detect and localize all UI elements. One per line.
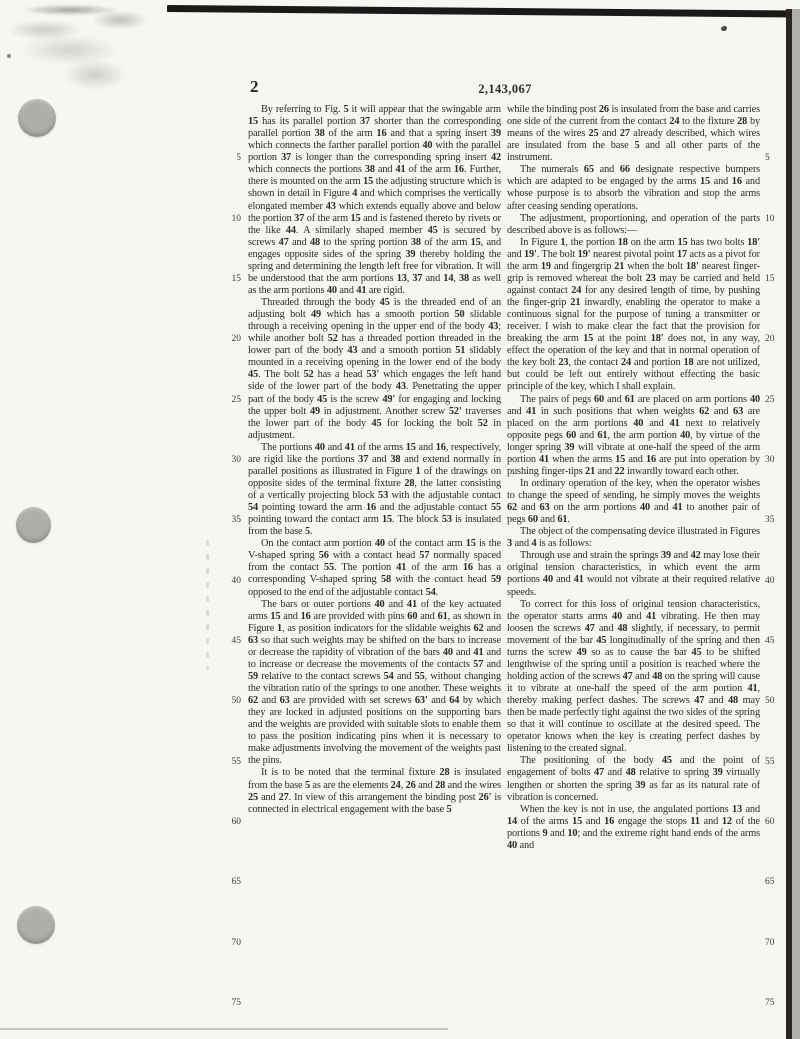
- page-number: 2: [250, 77, 259, 96]
- page-edge-artifact-top: [167, 5, 800, 18]
- margin-line-number: 60: [231, 817, 241, 828]
- margin-line-number: 50: [231, 696, 241, 707]
- paragraph: The object of the compensating device illustrated in Figures 3 and 4 is as follows:: [507, 526, 760, 550]
- margin-line-number: 5: [765, 153, 770, 164]
- paragraph: The positioning of the body 45 and the point of engagement of bolts 47 and 48 relative to spring 39 virtually lengthen or shorten the spring 39 as far as its natural rate of vibration is concerned.: [507, 755, 761, 803]
- margin-line-number: 70: [231, 937, 241, 948]
- paragraph: It is to be noted that the terminal fixture 28 is insulated from the base 5 as are the elements 24, 26 and 28 and the wires 25 and 27. In view of this arrangement the binding post 26' is connected in electrical engagement with the base 5: [248, 767, 502, 815]
- left-margin-line-numbers: [219, 104, 241, 1014]
- paragraph: The bars or outer portions 40 and 41 of the key actuated arms 15 and 16 are provided with pins 60 and 61, as shown in Figure 1, as position indicators for the slidable weights 62 and 63 so that such weights may be shifted on the bars to increase or decrease the rapidity of vibration of the bars 40 and 41 and to increase or decrease the movements of the contacts 57 and 59 relative to the contact screws 54 and 55, without changing the vibration ratio of the springs to one another. These weights 62 and 63 are provided with set screws 63' and 64 by which they are locked in adjusted positions on the supporting bars and the weights are provided with suitable slots to enable them to pass the position indicating pins when it is necessary to make adjustments involving the movement of the weights past the pins.: [248, 598, 502, 767]
- page-edge-artifact-right: [786, 9, 792, 1039]
- ink-speck: [7, 54, 11, 58]
- paragraph: In Figure 1, the portion 18 on the arm 15 has two bolts 18' and 19'. The bolt 19' nearest pivotal point 17 acts as a pivot for the arm 19 and fingergrip 21 when the bolt 18' nearest finger-grip is removed whereat the bolt 23 may be carried and held against contact 24 for any desired length of time, by pushing the finger-grip 21 inwardly, enabling the operator to make a continuous signal for the purpose of tuning a transmitter or receiver. I wish to make clear the fact that the provision for breaking the arm 15 at the point 18' does not, in any way, effect the operation of the key and that in normal operation of the key bolt 23, the contact 24 and portion 18 are not utilized, but could be left out entirely without effecting the basic principle of the key, which I shall explain.: [507, 236, 761, 393]
- margin-line-number: 60: [765, 817, 775, 828]
- hole-punch: [16, 507, 51, 543]
- margin-line-number: 70: [765, 937, 775, 948]
- hole-punch: [18, 99, 56, 137]
- patent-number: 2,143,067: [478, 82, 532, 96]
- margin-line-number: 15: [231, 273, 241, 284]
- right-margin-line-numbers: [765, 104, 785, 1014]
- paragraph: The pairs of pegs 60 and 61 are placed on arm portions 40 and 41 in such positions that when weights 62 and 63 are placed on the arm portions 40 and 41 next to relatively opposite pegs 60 and 61, the arm portion 40, by virtue of the longer spring 39 will vibrate at one-half the speed of the arm portion 41 when the arms 15 and 16 are put into operation by pushing finger-tips 21 and 22 inwardly toward each other.: [507, 393, 761, 477]
- margin-line-number: 75: [231, 998, 241, 1009]
- paragraph: The adjustment, proportioning, and operation of the parts described above is as follows:—: [507, 212, 760, 236]
- margin-line-number: 55: [765, 756, 775, 767]
- margin-line-number: 15: [765, 273, 775, 284]
- margin-line-number: 50: [765, 696, 775, 707]
- right-text-column: [507, 104, 760, 852]
- margin-line-number: 25: [231, 394, 241, 405]
- paragraph: When the key is not in use, the angulated portions 13 and 14 of the arms 15 and 16 engage the stops 11 and 12 of the portions 9 and 10; and the extreme right hand ends of the arms 40 and: [507, 803, 760, 851]
- paragraph: The numerals 65 and 66 designate respective bumpers which are adapted to be engaged by the arms 15 and 16 and whose purpose is to absorb the vibration and stop the arms after ceasing sending operations.: [507, 164, 761, 212]
- scanner-background-strip: [792, 9, 800, 1039]
- margin-line-number: 35: [231, 515, 241, 526]
- margin-line-number: 10: [765, 213, 775, 224]
- margin-line-number: 45: [231, 636, 241, 647]
- paragraph: Threaded through the body 45 is the threaded end of an adjusting bolt 49 which has a smooth portion 50 slidable through a receiving opening in the upper end of the body 43; while another bolt 52 has a threaded portion threaded in the lower part of the body 43 and a smooth portion 51 slidably mounted in a receiving opening in the lower end of the body 45. The bolt 52 has a head 53' which engages the left hand side of the lower part of the body 43. Penetrating the upper part of the body 45 is the screw 49' for engaging and locking the upper bolt 49 in adjustment. Another screw 52' traverses the lower part of the body 45 for locking the bolt 52 in adjustment.: [248, 297, 502, 441]
- margin-line-number: 65: [231, 877, 241, 888]
- margin-line-number: 25: [765, 394, 775, 405]
- margin-line-number: 30: [765, 455, 775, 466]
- left-text-column: [248, 104, 501, 816]
- ink-speck: [721, 26, 727, 31]
- scanner-noise-artifact: [0, 0, 160, 105]
- hole-punch: [17, 906, 55, 944]
- margin-line-number: 30: [231, 455, 241, 466]
- paragraph: Through use and strain the springs 39 and 42 may lose their original tension characteristics, in which event the arm portions 40 and 41 would not vibrate at their required relative speeds.: [507, 550, 761, 598]
- margin-line-number: 5: [236, 153, 241, 164]
- margin-line-number: 65: [765, 877, 775, 888]
- paragraph: By referring to Fig. 5 it will appear that the swingable arm 15 has its parallel portion 37 shorter than the corresponding parallel portion 38 of the arm 16 and that a spring insert 39 which connects the farther parallel portion 40 with the parallel portion 37 is longer than the corresponding spring insert 42 which connects the portions 38 and 41 of the arm 16. Further, there is mounted on the arm 15 the adjusting structure which is shown in detail in Figure 4 and which comprises the vertically elongated member 43 which extends equally above and below the portion 37 of the arm 15 and is fastened thereto by rivets or the like 44. A similarly shaped member 45 is secured by screws 47 and 48 to the spring portion 38 of the arm 15, and engages opposite sides of the spring 39 thereby holding the spring and determining the length left free for vibration. It will be understood that the arm portions 13, 37 and 14, 38 as well as the arm portions 40 and 41 are rigid.: [248, 104, 502, 296]
- margin-line-number: 35: [765, 515, 775, 526]
- margin-line-number: 40: [765, 575, 775, 586]
- margin-line-number: 10: [231, 213, 241, 224]
- paragraph: To correct for this loss of original tension characteristics, the operator starts arms 40 and 41 vibrating. He then may loosen the screws 47 and 48 slightly, if necessary, to permit movement of the bar 45 longitudinally of the spring and then turns the screw 49 so as to cause the bar 45 to be shifted lengthwise of the spring until a position is reached where the holding action of the screws 47 and 48 on the spring will cause it to vibrate at one-half the speed of the arm portion 41, thereby making perfect dashes. The screws 47 and 48 may then be made perfectly tight against the two sides of the spring so that it will continue to oscillate at the desired speed. The operator knows when the key is creating perfect dashes by listening to the created signal.: [507, 598, 761, 755]
- margin-line-number: 75: [765, 998, 775, 1009]
- paragraph: The portions 40 and 41 of the arms 15 and 16, respectively, are rigid like the portions 37 and 38 and extend normally in parallel positions as illustrated in Figure 1 of the drawings on opposite sides of the terminal fixture 28, the latter consisting of a vertically projecting block 53 with the adjustable contact 54 pointing toward the arm 16 and the adjustable contact 55 pointing toward the contact arm 15. The block 53 is insulated from the base 5.: [248, 441, 502, 538]
- margin-line-number: 55: [231, 756, 241, 767]
- scan-streak-artifact: [206, 540, 209, 670]
- paragraph: In ordinary operation of the key, when the operator wishes to change the speed of sending, he simply moves the weights 62 and 63 on the arm portions 40 and 41 to another pair of pegs 60 and 61.: [507, 477, 760, 526]
- page-edge-artifact-bottom: [0, 1028, 448, 1030]
- paragraph: On the contact arm portion 40 of the contact arm 15 is the V-shaped spring 56 with a contact head 57 normally spaced from the contact 55. The portion 41 of the arm 16 has a corresponding V-shaped spring 58 with the contact head 59 opposed to the end of the adjustable contact 54.: [248, 538, 502, 598]
- margin-line-number: 20: [231, 334, 241, 345]
- margin-line-number: 20: [765, 334, 775, 345]
- paragraph: while the binding post 26 is insulated from the base and carries one side of the current from the contact 24 to the fixture 28 by means of the wires 25 and 27 already described, which wires are insulated from the base 5 and all other parts of the instrument.: [507, 104, 761, 164]
- margin-line-number: 40: [231, 575, 241, 586]
- margin-line-number: 45: [765, 636, 775, 647]
